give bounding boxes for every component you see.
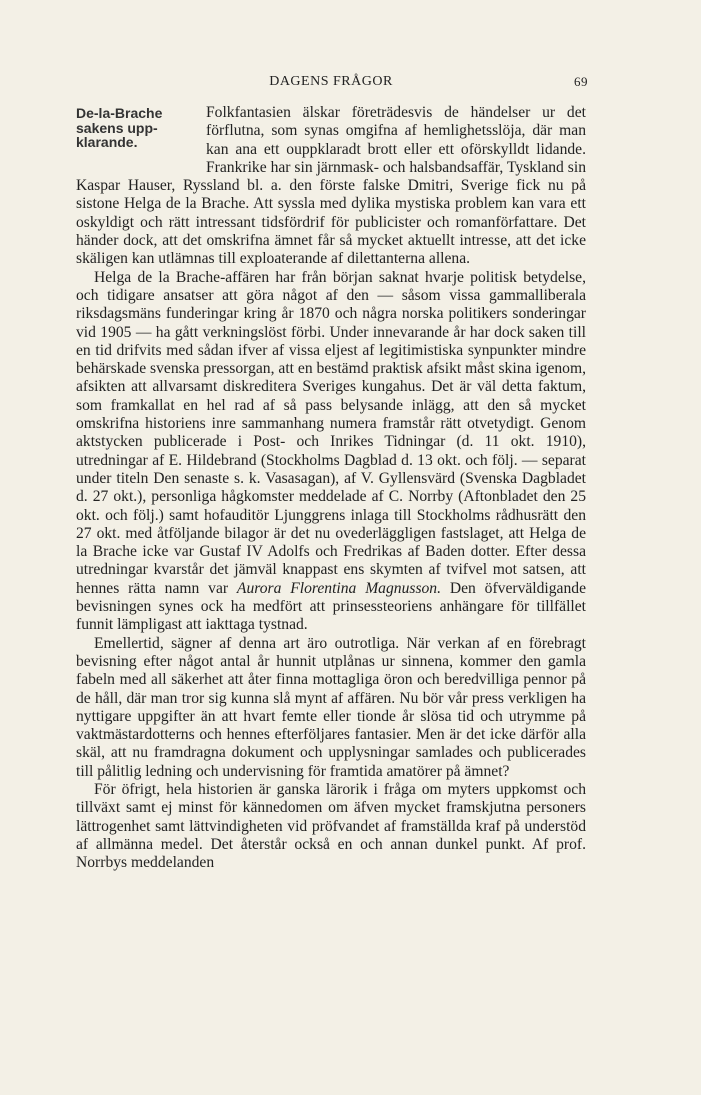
paragraph-1: Folkfantasien älskar företrädesvis de händelser ur det förflutna, som synas omgifna af hemlighetsslöja, där man kan ana ett ouppklaradt brott eller ett oförskylldt lidande. Frankrike har sin järnmask- och halsbandsaffär, Tyskland sin Kaspar Hauser, Ryssland bl. a. den förste falske Dmitri, Sverige fick nu på sistone Helga de la Brache. Att syssla med dylika mystiska problem kan vara ett oskyldigt och rätt intressant tidsfördrif för publicister och romanförfattare. Det händer dock, att det omskrifna ämnet får så mycket aktuellt intresse, att det icke skäligen kan utlämnas till exploaterande af dilettanterna allena. bbox=[76, 104, 586, 268]
paragraph-3: Emellertid, sägner af denna art äro outrotliga. När verkan af en förebragt bevisning efter något antal år hunnit utplånas ur sinnena, kommer den gamla fabeln med all säkerhet att åter finna mottagliga öron och beredvilliga pennor på de håll, där man tror sig kunna slå mynt af affären. Nu bör vår press verkligen ha nyttigare uppgifter än att hvart femte eller tionde år slösa tid och utrymme på vaktmästardotterns och hennes efterföljares fantasier. Men är det icke därför alla skäl, att nu framdragna dokument och upplysningar samlades och publicerades till pålitlig ledning och undervisning för framtida amatörer på ämnet? bbox=[76, 634, 586, 780]
page-number: 69 bbox=[574, 74, 588, 89]
paragraph-4: För öfrigt, hela historien är ganska lärorik i fråga om myters uppkomst och tillväxt samt ej minst för kännedomen om äfven mycket framskjutna personers lättrogenhet samt lättvindigheten vid pröfvandet af framställda kraf på understöd af allmänna medel. Det återstår också en och annan dunkel punkt. Af prof. Norrbys meddelanden bbox=[76, 780, 586, 872]
italic-name: Aurora Florentina Magnusson. bbox=[236, 579, 442, 597]
paragraph-2 bbox=[76, 269, 586, 635]
margin-note: De-la-Brache sakens upp-klarande. bbox=[76, 105, 163, 150]
paragraph-2-text: Helga de la Brache-affären har från början saknat hvarje politisk betydelse, och tidigare ansatser att göra något af den — såsom vissa gammalliberala riksdagsmäns funderingar kring år 1870 och några norska politikers sonderingar vid 1905 — ha gått verkningslöst förbi. Under innevarande år har dock saken till en tid drifvits med sådan ifver af vissa eljest af legitimistiska synpunkter mindre behärskade svenska pressorgan, att en bestämd praktisk afsikt måst skina igenom, afsikten att allvarsamt diskreditera Sveriges kungahus. Det är väl detta faktum, som framkallat en hel rad af så pass belysande inlägg, att den så mycket omskrifna historiens inre sammanhang numera framstår rätt otvetydigt. Genom aktstycken publicerade i Post- och Inrikes Tidningar (d. 11 okt. 1910), utredningar af E. Hildebrand (Stockholms Dagblad d. 13 okt. och följ. — separat under titeln Den senaste s. k. Vasasagan), af V. Gyllensvärd (Svenska Dagbladet d. 27 okt.), personliga hågkomster meddelade af C. Norrby (Aftonbladet den 25 okt. och följ.) samt hofauditör Ljunggrens inlaga till Stockholms rådhusrätt den 27 okt. med åtföljande bilagor är det nu ovederläggligen fastslaget, att Helga de la Brache icke var Gustaf IV Adolfs och Fredrikas af Baden dotter. Efter dessa utredningar kvarstår det jämväl knappast ens skymten af tvifvel mot satsen, att hennes rätta namn var bbox=[76, 268, 586, 597]
running-title: DAGENS FRÅGOR bbox=[269, 74, 393, 89]
body-text bbox=[76, 104, 586, 872]
paragraph-2-ending: Den öfverväldigande bevisningen synes ock ha medfört att prinsessteoriens anhängare för tillfället funnit lämpligast att iakttaga tystnad. bbox=[76, 579, 586, 634]
